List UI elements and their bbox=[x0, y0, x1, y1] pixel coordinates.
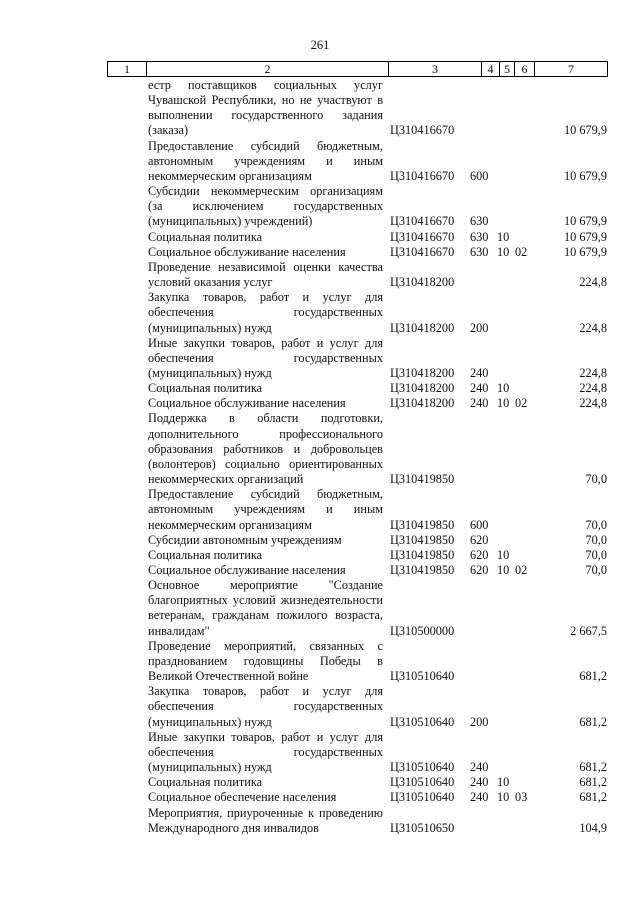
row-vr: 620 bbox=[470, 563, 489, 577]
row-code: Ц310510640 bbox=[390, 760, 455, 775]
table-row bbox=[0, 336, 640, 381]
row-vr: 630 bbox=[470, 229, 489, 244]
row-code: Ц310416670 bbox=[390, 229, 455, 244]
table-row bbox=[0, 806, 640, 836]
table-row bbox=[0, 396, 640, 411]
row-rz: 10 bbox=[497, 229, 510, 244]
row-code: Ц310510640 bbox=[390, 775, 455, 790]
row-rz: 10 bbox=[497, 547, 510, 562]
row-vr: 240 bbox=[470, 760, 489, 775]
header-col-3: 3 bbox=[389, 62, 482, 76]
row-vr: 630 bbox=[470, 244, 489, 259]
row-pr: 02 bbox=[515, 396, 528, 411]
table-row bbox=[0, 578, 640, 639]
row-rz: 10 bbox=[497, 775, 510, 790]
row-code: Ц310419850 bbox=[390, 532, 455, 547]
row-vr: 240 bbox=[470, 396, 489, 411]
row-sum: 104,9 bbox=[579, 820, 607, 835]
row-name: Закупка товаров, работ и услуг для обеспечения государственных (муниципальных) нужд bbox=[148, 290, 383, 335]
row-vr: 240 bbox=[470, 365, 489, 380]
row-sum: 10 679,9 bbox=[563, 214, 607, 229]
row-name: Социальная политика bbox=[148, 229, 263, 244]
row-sum: 70,0 bbox=[585, 563, 607, 577]
row-sum: 681,2 bbox=[579, 775, 607, 790]
table-row bbox=[0, 790, 640, 805]
row-sum: 10 679,9 bbox=[563, 229, 607, 244]
row-sum: 10 679,9 bbox=[563, 123, 607, 138]
table-row bbox=[0, 639, 640, 684]
table-row bbox=[0, 78, 640, 139]
row-name: Проведение независимой оценки качества условий оказания услуг bbox=[148, 259, 383, 290]
row-code: Ц310418200 bbox=[390, 275, 455, 290]
table-row bbox=[0, 290, 640, 335]
row-rz: 10 bbox=[497, 563, 510, 577]
row-name: Субсидии автономным учреждениям bbox=[148, 532, 342, 547]
table-row bbox=[0, 487, 640, 532]
row-sum: 10 679,9 bbox=[563, 168, 607, 183]
row-name: Основное мероприятие "Создание благоприятных условий жизнедеятельности ветеранам, гражданам пожилого возраста, инвалидам" bbox=[148, 578, 383, 638]
row-code: Ц310416670 bbox=[390, 244, 455, 259]
row-vr: 200 bbox=[470, 320, 489, 335]
row-sum: 224,8 bbox=[579, 381, 607, 396]
row-name: Субсидии некоммерческим организациям (за исключением государственных (муниципальных) учреждений) bbox=[148, 184, 383, 229]
row-name: Социальное обеспечение населения bbox=[148, 790, 337, 805]
row-sum: 681,2 bbox=[579, 669, 607, 684]
header-col-6: 6 bbox=[515, 62, 535, 76]
row-vr: 240 bbox=[470, 381, 489, 396]
row-code: Ц310419850 bbox=[390, 472, 455, 487]
row-name: Проведение мероприятий, связанных с празднованием годовщины Победы в Великой Отечественной войне bbox=[148, 638, 383, 684]
row-name: Закупка товаров, работ и услуг для обеспечения государственных (муниципальных) нужд bbox=[148, 684, 383, 729]
row-code: Ц310510650 bbox=[390, 820, 455, 835]
table-row bbox=[0, 230, 640, 245]
row-name: Социальное обслуживание населения bbox=[148, 396, 346, 411]
row-name: Иные закупки товаров, работ и услуг для обеспечения государственных (муниципальных) нужд bbox=[148, 335, 383, 380]
row-code: Ц310416670 bbox=[390, 214, 455, 229]
row-name: Социальное обслуживание населения bbox=[148, 563, 346, 577]
row-vr: 600 bbox=[470, 168, 489, 183]
row-sum: 224,8 bbox=[579, 396, 607, 411]
row-name: Социальная политика bbox=[148, 381, 263, 396]
row-sum: 224,8 bbox=[579, 365, 607, 380]
row-code: Ц310419850 bbox=[390, 547, 455, 562]
header-col-1: 1 bbox=[108, 62, 147, 76]
table-header bbox=[107, 61, 608, 77]
header-col-7: 7 bbox=[568, 62, 574, 76]
table-row bbox=[0, 184, 640, 229]
row-code: Ц310510640 bbox=[390, 790, 455, 805]
table-row bbox=[0, 260, 640, 290]
row-sum: 10 679,9 bbox=[563, 244, 607, 259]
row-pr: 03 bbox=[515, 790, 528, 805]
row-sum: 224,8 bbox=[579, 320, 607, 335]
row-sum: 681,2 bbox=[579, 790, 607, 805]
row-vr: 630 bbox=[470, 214, 489, 229]
table-row bbox=[0, 245, 640, 260]
row-vr: 200 bbox=[470, 714, 489, 729]
table-row bbox=[0, 139, 640, 184]
table-row bbox=[0, 775, 640, 790]
row-code: Ц310418200 bbox=[390, 320, 455, 335]
row-code: Ц310500000 bbox=[390, 623, 455, 638]
row-code: Ц310416670 bbox=[390, 168, 455, 183]
table-row bbox=[0, 381, 640, 396]
row-sum: 224,8 bbox=[579, 275, 607, 290]
row-name: Социальная политика bbox=[148, 775, 263, 790]
row-sum: 681,2 bbox=[579, 714, 607, 729]
row-code: Ц310418200 bbox=[390, 396, 455, 411]
row-code: Ц310416670 bbox=[390, 123, 455, 138]
row-pr: 02 bbox=[515, 244, 528, 259]
row-code: Ц310418200 bbox=[390, 365, 455, 380]
row-name: Социальное обслуживание населения bbox=[148, 244, 346, 259]
row-vr: 240 bbox=[470, 775, 489, 790]
row-vr: 620 bbox=[470, 547, 489, 562]
row-sum: 70,0 bbox=[585, 517, 607, 532]
row-sum: 2 667,5 bbox=[570, 623, 607, 638]
row-rz: 10 bbox=[497, 244, 510, 259]
row-pr: 02 bbox=[515, 563, 528, 577]
row-name: Поддержка в области подготовки, дополнительного профессионального образования работников и добровольцев (волонтеров) социально ориентированных некоммерческих организаций bbox=[148, 411, 383, 487]
row-sum: 70,0 bbox=[585, 532, 607, 547]
table-row bbox=[0, 563, 640, 578]
row-code: Ц310510640 bbox=[390, 669, 455, 684]
row-code: Ц310418200 bbox=[390, 381, 455, 396]
table-body bbox=[0, 78, 640, 836]
header-col-2: 2 bbox=[147, 62, 389, 76]
row-rz: 10 bbox=[497, 381, 510, 396]
row-rz: 10 bbox=[497, 396, 510, 411]
page-number: 261 bbox=[310, 38, 330, 52]
header-col-5: 5 bbox=[500, 62, 515, 76]
row-name: Предоставление субсидий бюджетным, автономным учреждениям и иным некоммерческим организациям bbox=[148, 487, 383, 532]
table-row bbox=[0, 533, 640, 548]
row-name: Предоставление субсидий бюджетным, автономным учреждениям и иным некоммерческим организациям bbox=[148, 138, 383, 183]
table-row bbox=[0, 411, 640, 487]
table-row bbox=[0, 730, 640, 775]
row-name: Социальная политика bbox=[148, 547, 263, 562]
row-sum: 681,2 bbox=[579, 760, 607, 775]
row-vr: 600 bbox=[470, 517, 489, 532]
row-vr: 240 bbox=[470, 790, 489, 805]
row-code: Ц310419850 bbox=[390, 563, 455, 577]
row-sum: 70,0 bbox=[585, 547, 607, 562]
row-name: Иные закупки товаров, работ и услуг для обеспечения государственных (муниципальных) нужд bbox=[148, 729, 383, 775]
row-code: Ц310510640 bbox=[390, 714, 455, 729]
row-name: естр поставщиков социальных услуг Чувашской Республики, но не участвуют в выполнении государственного задания (заказа) bbox=[148, 78, 383, 138]
row-sum: 70,0 bbox=[585, 472, 607, 487]
row-vr: 620 bbox=[470, 532, 489, 547]
row-code: Ц310419850 bbox=[390, 517, 455, 532]
table-row bbox=[0, 684, 640, 729]
row-rz: 10 bbox=[497, 790, 510, 805]
row-name: Мероприятия, приуроченные к проведению Международного дня инвалидов bbox=[148, 805, 383, 835]
header-col-4: 4 bbox=[482, 62, 500, 76]
table-row bbox=[0, 548, 640, 563]
